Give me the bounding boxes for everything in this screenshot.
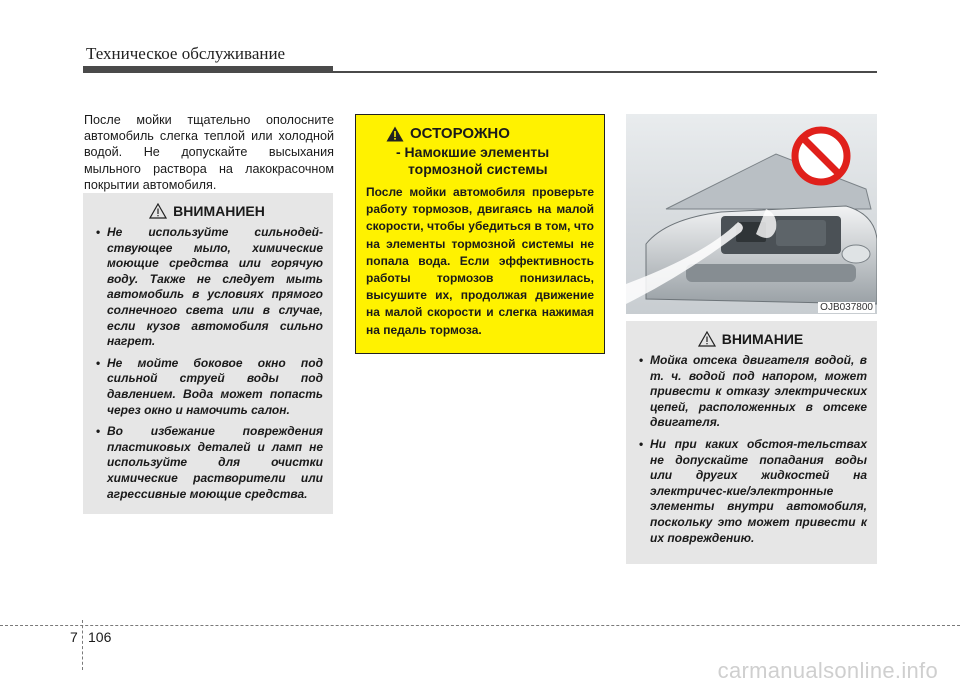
header-bar-thick: [83, 66, 333, 73]
caution-right-panel: [626, 321, 877, 564]
caution-right-item: • Ни при каких обстоя-тельствах не допускайте попадания воды или других жидкостей на электричес-кие/электронные элементы внутри автомобиля, поскольку это может привести к их повреждению.: [634, 437, 867, 546]
caution-left-title: ВНИМАНИЕН: [173, 203, 265, 219]
section-title: Техническое обслуживание: [86, 44, 286, 63]
warning-header: [366, 125, 594, 142]
caution-right-list: [634, 353, 867, 546]
warning-box: [355, 114, 605, 354]
caution-triangle-icon: [698, 331, 716, 347]
footer-page-number: 106: [88, 629, 112, 645]
header-bar-thin: [333, 71, 877, 73]
warning-subtitle-line1: - Намокшие элементы: [396, 144, 550, 160]
engine-wash-illustration: [626, 114, 877, 314]
watermark: carmanualsonline.info: [717, 658, 938, 683]
caution-left-header: [91, 203, 323, 219]
engine-wash-figure: [626, 114, 877, 314]
caution-left-item: • Не мойте боковое окно под сильной струей воды под давлением. Вода может попасть через окно и намочить салон.: [91, 356, 323, 418]
warning-body: После мойки автомобиля проверьте работу тормозов, двигаясь на малой скорости, чтобы убедиться в том, что на элементы тормозной системы не попала вода. Если эффективность работы тормозов понизилась, высушите их, продолжая движение на малой скорости и слегка нажимая на педаль тормоза.: [366, 185, 594, 337]
caution-left-item: • Не используйте сильнодей-ствующее мыло, химические моющие средства или горячую воду. Также не следует мыть автомобиль в условиях прямого солнечного света или в случае, если кузов автомобиля сильно нагрет.: [91, 225, 323, 350]
footer-rule: [0, 625, 960, 626]
caution-left-list: [91, 225, 323, 502]
caution-right-title: ВНИМАНИЕ: [721, 331, 804, 347]
figure-code: OJB037800: [820, 302, 873, 313]
warning-title: ОСТОРОЖНО: [410, 125, 510, 142]
footer-chapter-number: 7: [70, 629, 78, 645]
caution-left-panel: [83, 193, 333, 514]
caution-left-item: • Во избежание повреждения пластиковых деталей и ламп не используйте для очистки химические растворители или агрессивные моющие средства.: [91, 424, 323, 502]
caution-right-item: • Мойка отсека двигателя водой, в т. ч. водой под напором, может привести к отказу электрических цепей, расположенных в отсеке двигателя.: [634, 353, 867, 431]
intro-paragraph: После мойки тщательно ополосните автомобиль слегка теплой или холодной водой. Не допускайте высыхания мыльного раствора на лакокрасочном покрытии автомобиля.: [84, 113, 334, 192]
caution-right-header: [634, 331, 867, 347]
caution-triangle-icon: [149, 203, 167, 219]
warning-triangle-icon: [386, 126, 404, 142]
footer-divider: [82, 620, 83, 670]
warning-subtitle-line2: тормозной системы: [408, 161, 548, 177]
warning-subtitle: [396, 144, 594, 178]
